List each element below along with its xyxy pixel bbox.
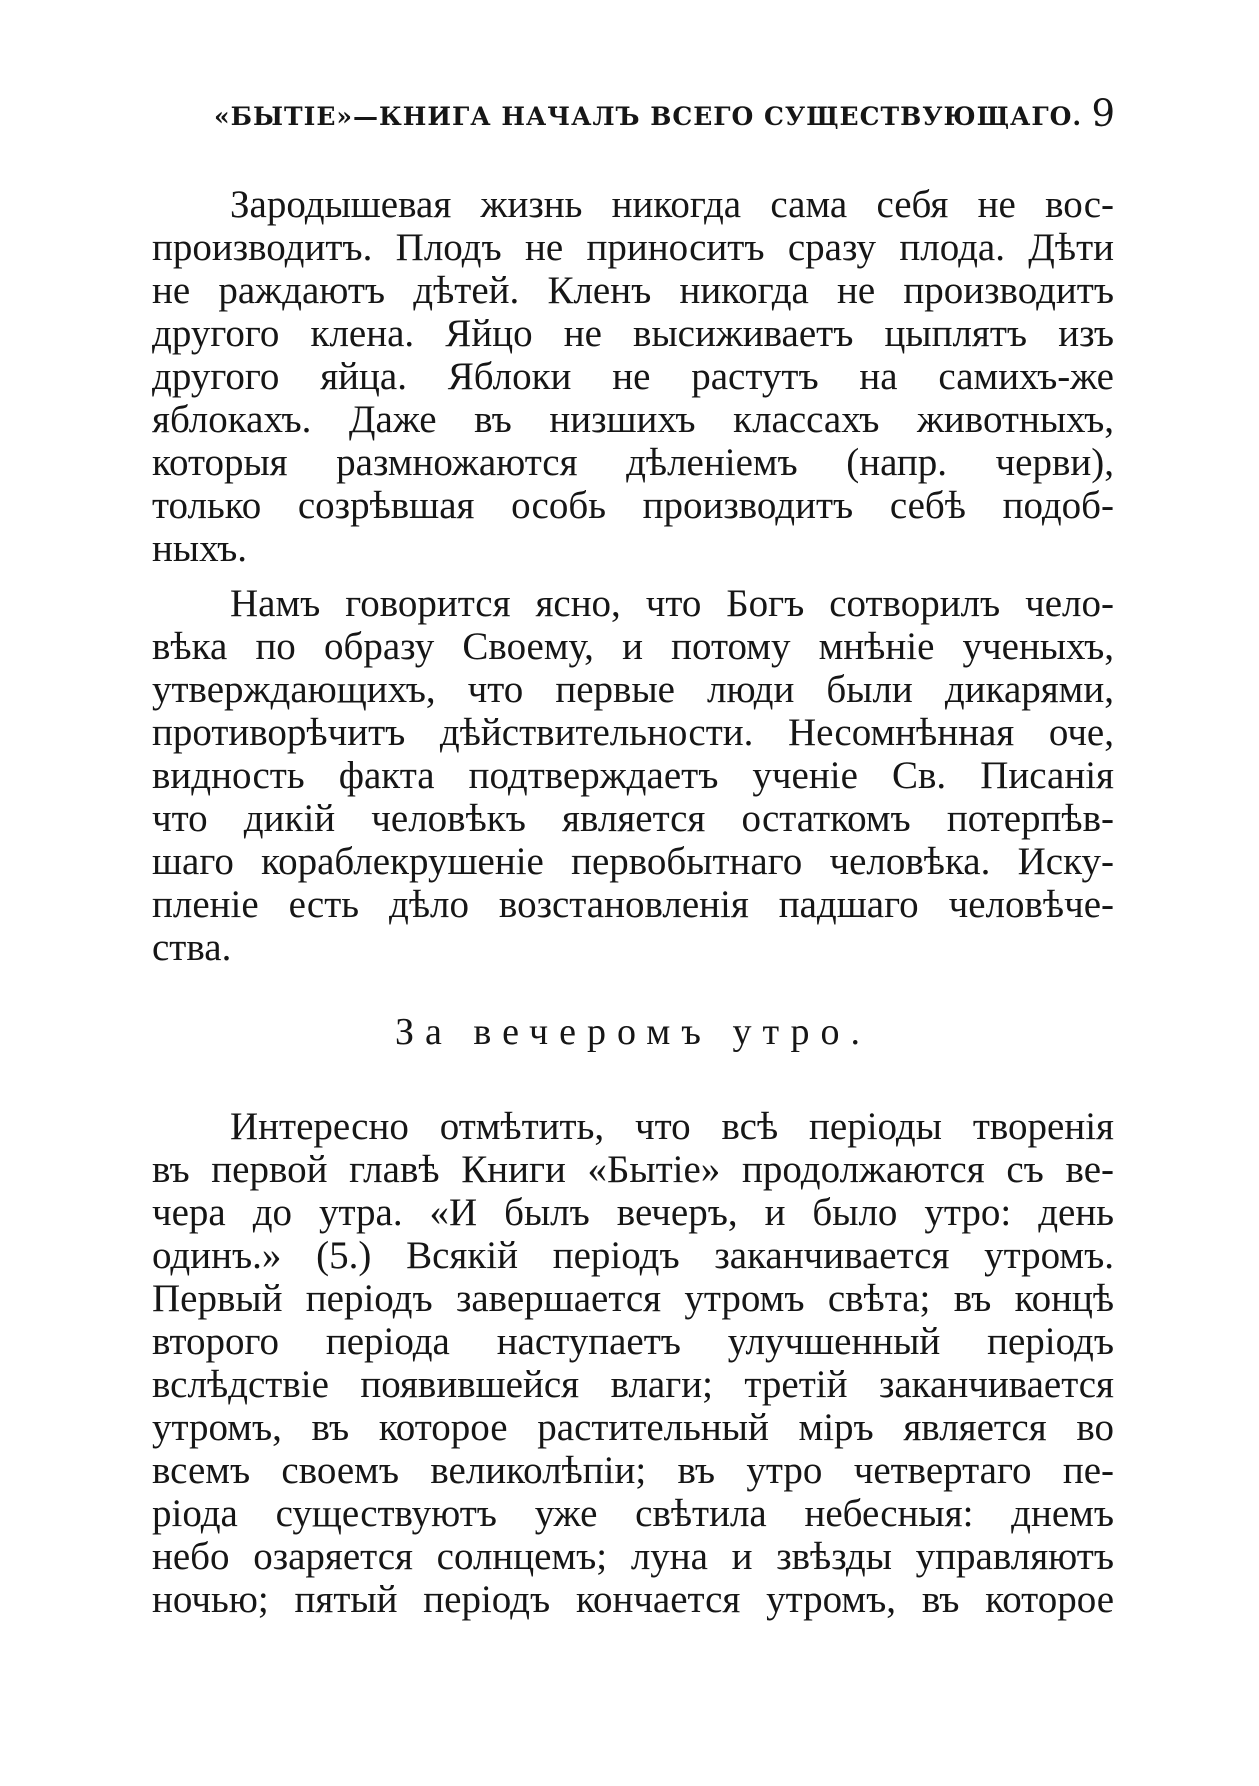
paragraph-2 <box>152 582 1114 969</box>
text-line: другого клена. Яйцо не высиживаетъ цыплятъ изъ <box>152 312 1114 355</box>
text-line: не раждаютъ дѣтей. Кленъ никогда не производитъ <box>152 269 1114 312</box>
text-line: Интересно отмѣтить, что всѣ періоды творенія <box>230 1105 1114 1148</box>
text-line: вслѣдствіе появившейся влаги; третій заканчивается <box>152 1363 1114 1406</box>
page-number: 9 <box>1091 92 1116 135</box>
text-line: ріода существуютъ уже свѣтила небесныя: днемъ <box>152 1492 1114 1535</box>
running-head <box>214 92 1116 142</box>
text-line: видность факта подтверждаетъ ученіе Св. Писанія <box>152 754 1114 797</box>
text-line: ства. <box>152 926 232 969</box>
text-line: шаго кораблекрушеніе первобытнаго человѣка. Иску- <box>152 840 1114 883</box>
text-line: въ первой главѣ Книги «Бытіе» продолжаются съ ве- <box>152 1148 1114 1191</box>
text-line: производитъ. Плодъ не приноситъ сразу плода. Дѣти <box>152 226 1114 269</box>
text-line: одинъ.» (5.) Всякій періодъ заканчивается утромъ. <box>152 1234 1114 1277</box>
text-line: противорѣчитъ дѣйствительности. Несомнѣнная оче, <box>152 711 1114 754</box>
text-line: которыя размножаются дѣленіемъ (напр. черви), <box>152 441 1114 484</box>
text-line: только созрѣвшая особь производитъ себѣ подоб- <box>152 484 1114 527</box>
text-line: второго періода наступаетъ улучшенный періодъ <box>152 1320 1114 1363</box>
text-line: небо озаряется солнцемъ; луна и звѣзды управляютъ <box>152 1535 1114 1578</box>
text-line: ныхъ. <box>152 527 248 570</box>
text-line: утромъ, въ которое растительный міръ является во <box>152 1406 1114 1449</box>
text-line: вѣка по образу Своему, и потому мнѣніе ученыхъ, <box>152 625 1114 668</box>
text-line: Намъ говорится ясно, что Богъ сотворилъ чело- <box>230 582 1114 625</box>
text-line: Первый періодъ завершается утромъ свѣта; въ концѣ <box>152 1277 1114 1320</box>
text-line: другого яйца. Яблоки не растутъ на самихъ-же <box>152 355 1114 398</box>
paragraph-1 <box>152 183 1114 570</box>
text-line: чера до утра. «И былъ вечеръ, и было утро: день <box>152 1191 1114 1234</box>
text-line: утверждающихъ, что первые люди были дикарями, <box>152 668 1114 711</box>
running-title: «БЫТІЕ»—КНИГА НАЧАЛЪ ВСЕГО СУЩЕСТВУЮЩАГО. <box>214 102 1083 131</box>
text-line: что дикій человѣкъ является остаткомъ потерпѣв- <box>152 797 1114 840</box>
section-heading: За вечеромъ утро. <box>394 1011 872 1053</box>
paragraph-3 <box>152 1105 1114 1621</box>
text-line: ночью; пятый періодъ кончается утромъ, въ которое <box>152 1578 1114 1621</box>
text-line: всемъ своемъ великолѣпіи; въ утро четвертаго пе- <box>152 1449 1114 1492</box>
text-line: Зародышевая жизнь никогда сама себя не вос- <box>230 183 1114 226</box>
text-line: пленіе есть дѣло возстановленія падшаго человѣче- <box>152 883 1114 926</box>
text-line: яблокахъ. Даже въ низшихъ классахъ животныхъ, <box>152 398 1114 441</box>
